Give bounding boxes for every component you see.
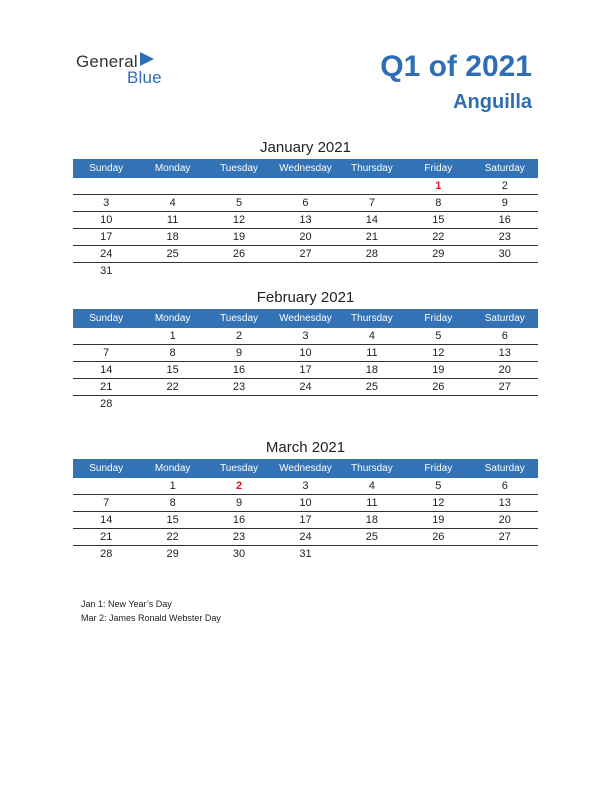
day-cell: 31 [100, 265, 113, 277]
day-cell: 7 [339, 195, 405, 212]
day-cell: 1 [139, 328, 205, 345]
weekday-header: Monday [139, 459, 205, 478]
week-row [73, 546, 538, 563]
day-cell: 21 [339, 229, 405, 246]
week-row [73, 263, 538, 280]
empty-day-cell [206, 178, 272, 195]
month-title: February 2021 [256, 289, 355, 306]
logo-word-general: General [76, 52, 138, 71]
holiday-note: Mar 2: James Ronald Webster Day [81, 613, 221, 623]
weekday-header-row [73, 309, 538, 328]
empty-day-cell [139, 396, 205, 413]
day-cell: 2 [206, 328, 272, 345]
day-cell: 10 [272, 345, 338, 362]
day-cell: 25 [139, 246, 205, 263]
day-cell: 16 [206, 512, 272, 529]
day-cell: 24 [73, 246, 139, 263]
day-cell: 20 [472, 362, 538, 379]
month-title: January 2021 [260, 139, 351, 156]
day-cell: 10 [73, 212, 139, 229]
empty-day-cell [73, 478, 139, 495]
weekday-header: Friday [405, 159, 471, 178]
day-cell: 24 [272, 379, 338, 396]
weekday-header: Friday [405, 459, 471, 478]
weekday-header: Sunday [73, 459, 139, 478]
day-cell: 25 [339, 529, 405, 546]
empty-day-cell [339, 263, 405, 280]
day-cell: 1 [139, 478, 205, 495]
weekday-header: Thursday [339, 159, 405, 178]
month-grid [73, 159, 538, 279]
empty-day-cell [73, 328, 139, 345]
day-cell: 12 [405, 345, 471, 362]
day-cell: 23 [206, 379, 272, 396]
empty-day-cell [405, 263, 471, 280]
empty-day-cell [73, 178, 139, 195]
day-cell: 1 [405, 178, 471, 195]
empty-day-cell [472, 546, 538, 563]
day-cell: 17 [272, 512, 338, 529]
day-cell: 11 [139, 212, 205, 229]
day-cell: 10 [272, 495, 338, 512]
day-cell: 21 [73, 529, 139, 546]
day-cell: 28 [100, 398, 113, 410]
day-cell: 4 [139, 195, 205, 212]
day-cell: 19 [405, 362, 471, 379]
weekday-header: Friday [405, 309, 471, 328]
day-cell: 27 [272, 246, 338, 263]
holiday-note: Jan 1: New Year’s Day [81, 599, 172, 609]
day-cell: 2 [472, 178, 538, 195]
empty-day-cell [472, 263, 538, 280]
holiday-notes [81, 597, 221, 625]
week-row [73, 529, 538, 546]
weekday-header: Tuesday [206, 309, 272, 328]
day-cell: 7 [73, 345, 139, 362]
day-cell: 6 [472, 328, 538, 345]
empty-day-cell [206, 263, 272, 280]
day-cell: 23 [472, 229, 538, 246]
day-cell: 26 [405, 379, 471, 396]
day-cell: 15 [405, 212, 471, 229]
day-cell: 3 [73, 195, 139, 212]
empty-day-cell [272, 396, 338, 413]
day-cell: 14 [73, 512, 139, 529]
empty-day-cell [405, 546, 471, 563]
day-cell: 6 [272, 195, 338, 212]
country-subtitle: Anguilla [453, 91, 532, 113]
day-cell: 18 [339, 512, 405, 529]
weekday-header: Tuesday [206, 459, 272, 478]
weekday-header-row [73, 159, 538, 178]
generalblue-logo [76, 50, 186, 90]
month-title: March 2021 [265, 439, 346, 456]
day-cell: 31 [299, 548, 312, 560]
week-row [73, 362, 538, 379]
day-cell: 30 [472, 246, 538, 263]
day-cell: 12 [206, 212, 272, 229]
weekday-header: Wednesday [272, 459, 338, 478]
day-cell: 22 [139, 379, 205, 396]
week-row [73, 212, 538, 229]
day-cell: 23 [206, 529, 272, 546]
weekday-header: Monday [139, 159, 205, 178]
week-row [73, 195, 538, 212]
day-cell: 18 [339, 362, 405, 379]
day-cell: 5 [206, 195, 272, 212]
week-row [73, 379, 538, 396]
day-cell: 4 [339, 478, 405, 495]
week-row [73, 328, 538, 345]
month-grid [73, 309, 538, 412]
day-cell: 13 [272, 212, 338, 229]
day-cell: 8 [405, 195, 471, 212]
weekday-header: Monday [139, 309, 205, 328]
weekday-header: Saturday [472, 159, 538, 178]
day-cell: 5 [405, 478, 471, 495]
weekday-header: Thursday [339, 309, 405, 328]
week-row [73, 478, 538, 495]
day-cell: 11 [339, 345, 405, 362]
week-row [73, 229, 538, 246]
empty-day-cell [472, 396, 538, 413]
day-cell: 16 [206, 362, 272, 379]
day-cell: 9 [206, 345, 272, 362]
day-cell: 18 [139, 229, 205, 246]
day-cell: 26 [206, 246, 272, 263]
month-grid [73, 459, 538, 562]
day-cell: 28 [339, 246, 405, 263]
day-cell: 8 [139, 495, 205, 512]
day-cell: 20 [472, 512, 538, 529]
day-cell: 2 [206, 478, 272, 495]
day-cell: 15 [139, 512, 205, 529]
day-cell: 6 [472, 478, 538, 495]
day-cell: 3 [272, 328, 338, 345]
day-cell: 19 [206, 229, 272, 246]
day-cell: 17 [272, 362, 338, 379]
day-cell: 29 [405, 246, 471, 263]
empty-day-cell [339, 178, 405, 195]
day-cell: 15 [139, 362, 205, 379]
day-cell: 11 [339, 495, 405, 512]
day-cell: 8 [139, 345, 205, 362]
day-cell: 13 [472, 495, 538, 512]
week-row [73, 495, 538, 512]
logo-word-blue: Blue [127, 68, 162, 87]
month-calendar-january [73, 137, 538, 279]
empty-day-cell [139, 178, 205, 195]
month-calendar-march [73, 437, 538, 562]
weekday-header: Sunday [73, 159, 139, 178]
empty-day-cell [339, 396, 405, 413]
day-cell: 9 [472, 195, 538, 212]
empty-day-cell [272, 178, 338, 195]
logo-flag-icon [140, 52, 154, 66]
empty-day-cell [206, 396, 272, 413]
week-row [73, 396, 538, 413]
weekday-header: Wednesday [272, 309, 338, 328]
empty-day-cell [272, 263, 338, 280]
week-row [73, 345, 538, 362]
day-cell: 27 [472, 529, 538, 546]
day-cell: 13 [472, 345, 538, 362]
week-row [73, 512, 538, 529]
day-cell: 20 [272, 229, 338, 246]
day-cell: 16 [472, 212, 538, 229]
weekday-header: Sunday [73, 309, 139, 328]
empty-day-cell [339, 546, 405, 563]
empty-day-cell [139, 263, 205, 280]
weekday-header: Wednesday [272, 159, 338, 178]
day-cell: 17 [73, 229, 139, 246]
day-cell: 19 [405, 512, 471, 529]
day-cell: 30 [232, 548, 246, 560]
day-cell: 9 [206, 495, 272, 512]
week-row [73, 246, 538, 263]
day-cell: 22 [405, 229, 471, 246]
weekday-header: Saturday [472, 459, 538, 478]
empty-day-cell [405, 396, 471, 413]
day-cell: 24 [272, 529, 338, 546]
day-cell: 7 [73, 495, 139, 512]
day-cell: 25 [339, 379, 405, 396]
weekday-header: Thursday [339, 459, 405, 478]
day-cell: 5 [405, 328, 471, 345]
day-cell: 29 [166, 548, 179, 560]
day-cell: 4 [339, 328, 405, 345]
day-cell: 3 [272, 478, 338, 495]
weekday-header: Tuesday [206, 159, 272, 178]
page-title: Q1 of 2021 [380, 50, 532, 83]
day-cell: 28 [100, 548, 113, 560]
week-row [73, 178, 538, 195]
month-calendar-february [73, 287, 538, 412]
day-cell: 27 [472, 379, 538, 396]
day-cell: 26 [405, 529, 471, 546]
day-cell: 14 [73, 362, 139, 379]
day-cell: 14 [339, 212, 405, 229]
day-cell: 12 [405, 495, 471, 512]
weekday-header: Saturday [472, 309, 538, 328]
weekday-header-row [73, 459, 538, 478]
day-cell: 22 [139, 529, 205, 546]
day-cell: 21 [73, 379, 139, 396]
